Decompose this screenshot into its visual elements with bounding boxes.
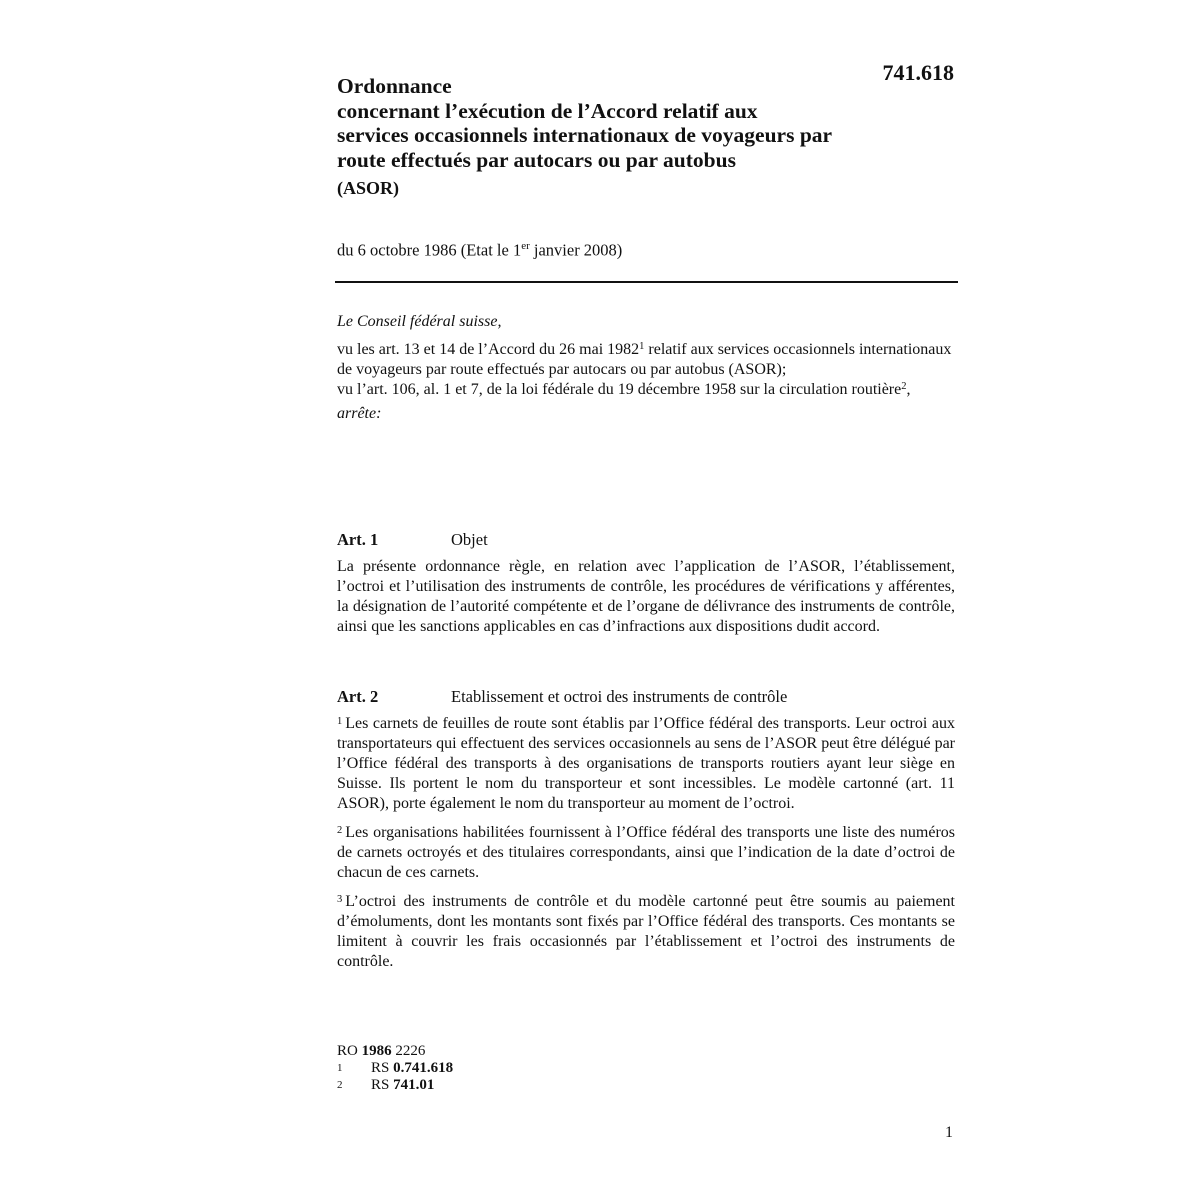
footnote-1-text xyxy=(371,1060,453,1077)
article-1-number: Art. 1 xyxy=(337,530,379,549)
preamble-authority: Le Conseil fédéral suisse, xyxy=(337,313,502,330)
vu-accord-text-a: vu les art. 13 et 14 de l’Accord du 26 mai 1982 xyxy=(337,341,640,358)
vu-loi-text-b: , xyxy=(906,381,911,398)
source-year: 1986 xyxy=(361,1043,392,1059)
footnote-2-prefix: RS xyxy=(371,1077,394,1093)
title-line-3: services occasionnels internationaux de voyageurs par xyxy=(337,123,833,147)
article-2-number: Art. 2 xyxy=(337,687,379,706)
article-1-heading xyxy=(337,530,955,550)
footnote-2-ref: 741.01 xyxy=(393,1077,435,1093)
article-2-paragraph-2 xyxy=(337,823,955,883)
article-1-paragraph: La présente ordonnance règle, en relation avec l’application de l’ASOR, l’établissement, l’octroi et l’utilisation des instruments de contrôle, les procédures de vérifications y afférentes, la désignation de l’autorité compétente et de l’organe de délivrance des instruments de contrôle, ainsi que les sanctions applicables en cas d’infractions aux dispositions dudit accord. xyxy=(337,558,955,635)
sr-number: 741.618 xyxy=(882,60,954,85)
footnote-1-ref: 0.741.618 xyxy=(393,1060,454,1076)
date-prefix: du 6 octobre 1986 (Etat le 1 xyxy=(337,240,522,260)
footnote-ref-2[interactable]: 2 xyxy=(901,381,907,392)
preamble-vu-loi xyxy=(337,380,957,400)
header-divider xyxy=(335,281,958,283)
date-line xyxy=(337,240,622,261)
title-line-1: Ordonnance xyxy=(337,74,452,98)
vu-loi-text-a: vu l’art. 106, al. 1 et 7, de la loi fédérale du 19 décembre 1958 sur la circulation routière xyxy=(337,381,902,398)
preamble-decision: arrête: xyxy=(337,405,382,422)
footnote-2-text xyxy=(371,1077,434,1094)
preamble-vu-accord xyxy=(337,340,957,380)
article-2-heading xyxy=(337,687,955,707)
article-2-paragraph-3-text: L’octroi des instruments de contrôle et du modèle cartonné peut être soumis au paiement d’émoluments, dont les montants sont fixés par l’Office fédéral des transports. Ces montants se limitent à couvrir les frais occasionnés par l’établissement et l’octroi des instruments de contrôle. xyxy=(337,893,955,970)
paragraph-number-1: 1 xyxy=(337,716,343,727)
paragraph-number-2: 2 xyxy=(337,825,343,836)
source-prefix: RO xyxy=(337,1043,362,1059)
date-superscript: er xyxy=(521,240,530,252)
footnotes xyxy=(337,1043,453,1094)
date-suffix: janvier 2008) xyxy=(529,240,623,260)
article-1-title: Objet xyxy=(451,530,488,549)
article-2-title: Etablissement et octroi des instruments de contrôle xyxy=(451,687,788,706)
title-block xyxy=(337,74,957,199)
article-1 xyxy=(337,530,955,646)
paragraph-number-3: 3 xyxy=(337,894,343,905)
article-2-paragraph-2-text: Les organisations habilitées fournissent à l’Office fédéral des transports une liste des numéros de carnets octroyés et des titulaires correspondants, ainsi que l’indication de la date d’octroi de chacun de ces carnets. xyxy=(337,824,955,881)
article-2-paragraph-1-text: Les carnets de feuilles de route sont établis par l’Office fédéral des transports. Leur octroi aux transportateurs qui effectuent des services occasionnels au sens de l’ASOR peut être délégué par l’Office fédéral des transports à des organisations de transports routiers ayant leur siège en Suisse. Ils portent le nom du transporteur et sont incessibles. Le modèle cartonné (art. 11 ASOR), porte également le nom du transporteur au moment de l’octroi. xyxy=(337,715,955,812)
title-line-4: route effectués par autocars ou par autobus xyxy=(337,147,736,172)
footnote-ref-1[interactable]: 1 xyxy=(639,341,645,352)
footnote-2-mark: 2 xyxy=(337,1079,343,1091)
footnote-2 xyxy=(337,1077,453,1094)
article-2-paragraph-3 xyxy=(337,892,955,972)
footnote-1-mark: 1 xyxy=(337,1062,343,1074)
title-line-2: concernant l’exécution de l’Accord relatif aux xyxy=(337,98,758,123)
vu-accord-text-b: relatif aux services occasionnels internationaux de voyageurs par route effectués par autocars ou par autobus (ASOR); xyxy=(337,341,952,378)
preamble xyxy=(337,312,957,424)
title-abbreviation: (ASOR) xyxy=(337,178,399,198)
footnote-1 xyxy=(337,1060,453,1077)
article-2 xyxy=(337,687,955,981)
source-page: 2226 xyxy=(391,1043,426,1059)
footnote-1-prefix: RS xyxy=(371,1060,394,1076)
article-2-paragraph-1 xyxy=(337,714,955,814)
source-reference xyxy=(337,1043,453,1060)
page-number: 1 xyxy=(945,1124,953,1141)
